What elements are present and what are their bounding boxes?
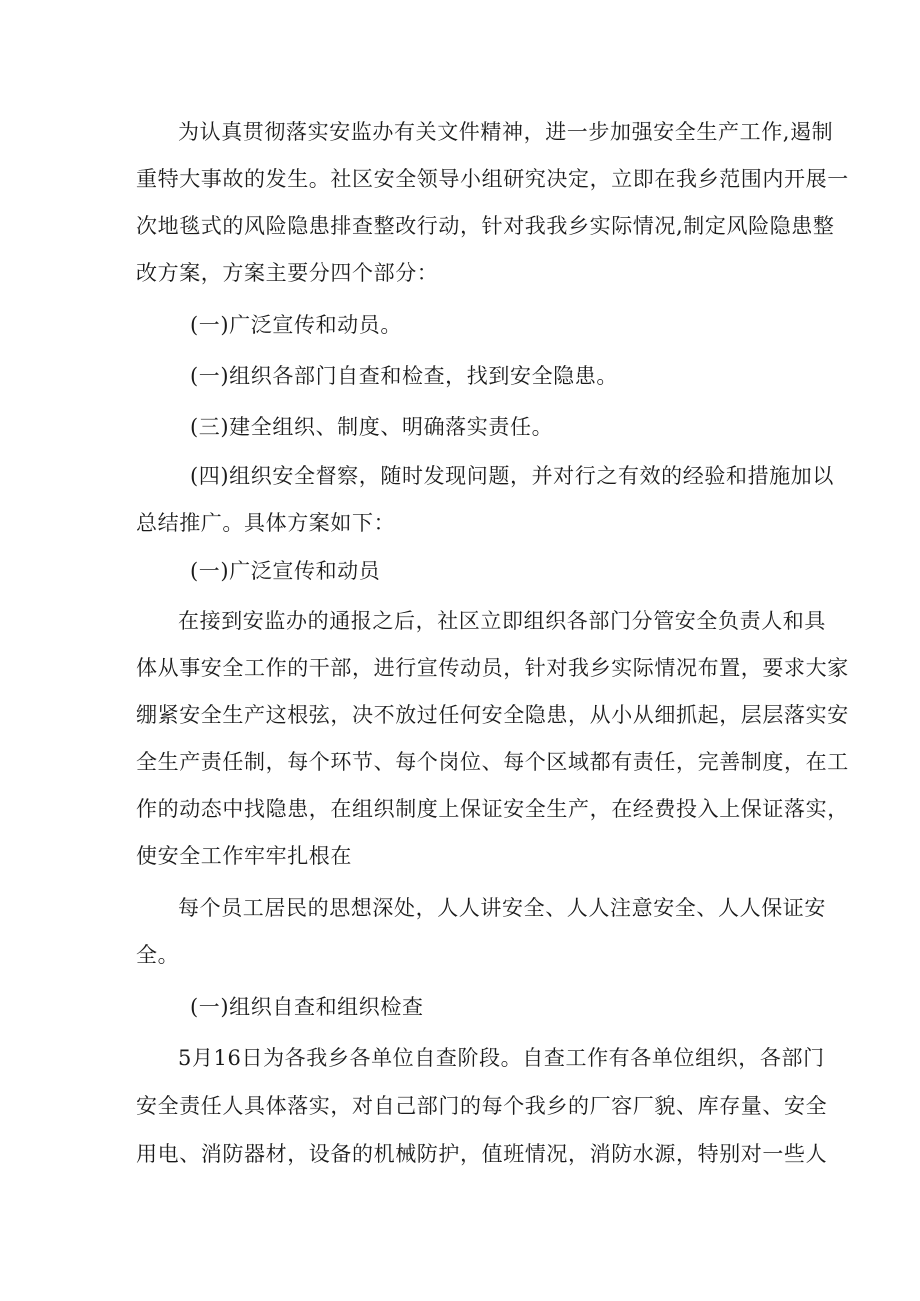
paragraph-1-line-1: 为认真贯彻落实安监办有关文件精神，进一步加强安全生产工作,遏制 xyxy=(178,120,834,144)
paragraph-2-line-4: 全生产责任制，每个环节、每个岗位、每个区域都有责任，完善制度，在工 xyxy=(136,750,849,774)
list-item-3: (三)建全组织、制度、明确落实责任。 xyxy=(190,415,554,439)
paragraph-4-line-3: 用电、消防器材，设备的机械防护，值班情况，消防水源，特别对一些人 xyxy=(136,1142,828,1166)
paragraph-2-line-3: 绷紧安全生产这根弦，决不放过任何安全隐患，从小从细抓起，层层落实安 xyxy=(136,703,849,727)
list-item-4-line-1: (四)组织安全督察，随时发现问题，并对行之有效的经验和措施加以 xyxy=(190,464,834,488)
paragraph-4-line-1: 5月16日为各我乡各单位自查阶段。自查工作有各单位组织，各部门 xyxy=(178,1046,825,1070)
paragraph-3-line-2: 全。 xyxy=(136,943,180,967)
paragraph-3-line-1: 每个员工居民的思想深处，人人讲安全、人人注意安全、人人保证安 xyxy=(178,896,826,920)
paragraph-2-line-5: 作的动态中找隐患，在组织制度上保证安全生产，在经费投入上保证落实， xyxy=(136,797,849,821)
paragraph-1-line-4: 改方案，方案主要分四个部分： xyxy=(136,261,439,285)
paragraph-1-line-2: 重特大事故的发生。社区安全领导小组研究决定，立即在我乡范围内开展一 xyxy=(136,167,849,191)
paragraph-2-line-1: 在接到安监办的通报之后，社区立即组织各部门分管安全负责人和具 xyxy=(178,609,826,633)
paragraph-4-line-2: 安全责任人具体落实，对自己部门的每个我乡的厂容厂貌、库存量、安全 xyxy=(136,1094,828,1118)
list-item-1: (一)广泛宣传和动员。 xyxy=(190,313,402,337)
section-heading-2: (一)组织自查和组织检查 xyxy=(190,995,424,1019)
list-item-2: (一)组织各部门自查和检查，找到安全隐患。 xyxy=(190,364,618,388)
paragraph-1-line-3: 次地毯式的风险隐患排查整改行动，针对我我乡实际情况,制定风险隐患整 xyxy=(136,214,835,238)
list-item-4-line-2: 总结推广。具体方案如下： xyxy=(136,511,396,535)
paragraph-2-line-6: 使安全工作牢牢扎根在 xyxy=(136,844,352,868)
section-heading-1: (一)广泛宣传和动员 xyxy=(190,559,381,583)
paragraph-2-line-2: 体从事安全工作的干部，进行宣传动员，针对我乡实际情况布置，要求大家 xyxy=(136,656,849,680)
